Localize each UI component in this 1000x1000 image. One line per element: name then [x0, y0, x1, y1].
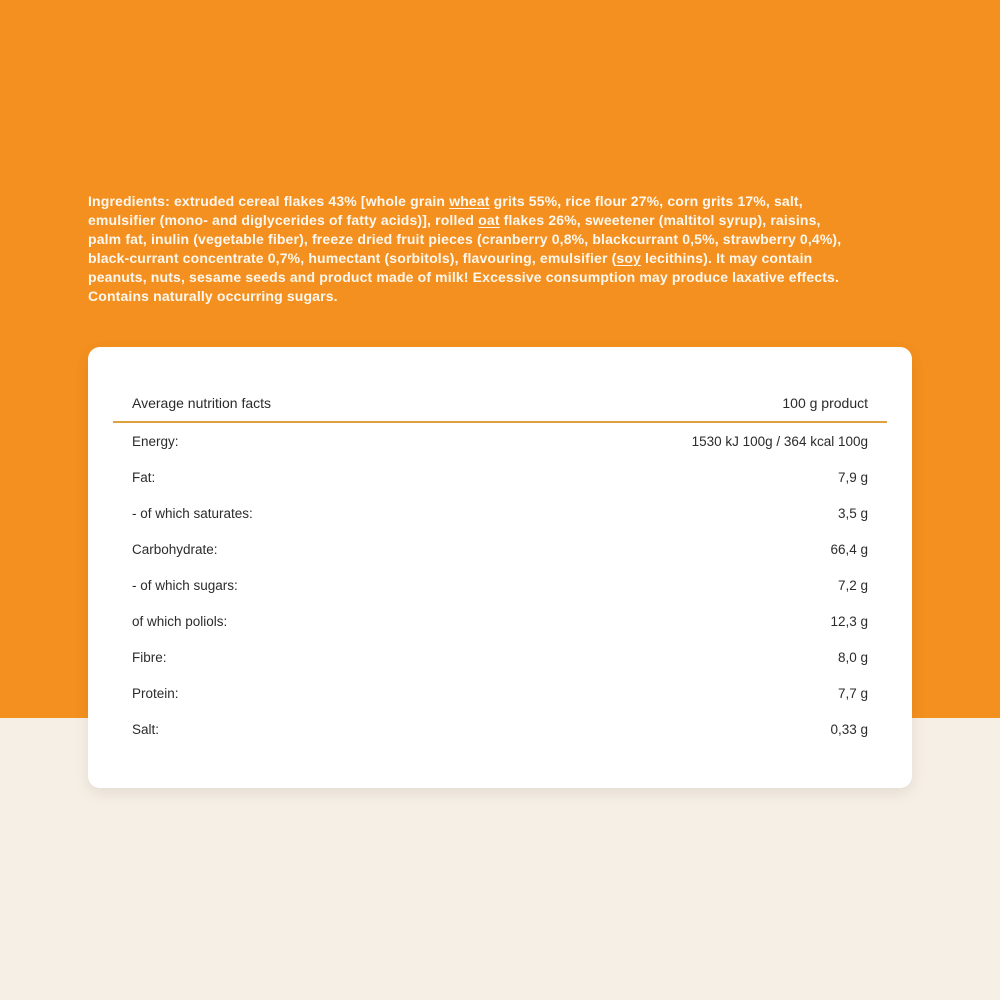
row-label: Fat:: [132, 469, 156, 485]
ingredients-paragraph: [88, 192, 920, 306]
row-label: - of which saturates:: [132, 505, 253, 521]
row-label: Salt:: [132, 721, 160, 737]
ingredients-text-segment: peanuts, nuts, sesame seeds and product made of milk! Excessive consumption may produce laxative effects.: [88, 269, 839, 285]
ingredients-text-segment: Ingredients: extruded cereal flakes 43% [whole grain: [88, 193, 450, 209]
table-row: [113, 639, 887, 675]
row-label: Protein:: [132, 685, 179, 701]
ingredients-text-segment: lecithins). It may contain: [641, 250, 813, 266]
table-header-unit: 100 g product: [782, 395, 868, 411]
allergen-highlight: oat: [478, 212, 500, 228]
table-header-row: [113, 385, 887, 423]
row-label: Energy:: [132, 433, 179, 449]
ingredients-text-segment: emulsifier (mono- and diglycerides of fatty acids)], rolled: [88, 212, 479, 228]
row-label: of which poliols:: [132, 613, 228, 629]
table-row: [113, 567, 887, 603]
allergen-highlight: soy: [616, 250, 641, 266]
ingredients-text-segment: palm fat, inulin (vegetable fiber), freeze dried fruit pieces (cranberry 0,8%, blackcurrant 0,5%, strawberry 0,4%),: [88, 231, 842, 247]
row-label: Fibre:: [132, 649, 167, 665]
row-value: 12,3 g: [830, 613, 868, 629]
ingredients-text-segment: black-currant concentrate 0,7%, humectant (sorbitols), flavouring, emulsifier (: [88, 250, 617, 266]
row-value: 7,2 g: [837, 577, 868, 593]
table-row: [113, 675, 887, 711]
table-row: [113, 459, 887, 495]
table-row: [113, 603, 887, 639]
table-row: [113, 711, 887, 747]
row-value: 8,0 g: [837, 649, 868, 665]
row-value: 7,9 g: [837, 469, 868, 485]
row-value: 0,33 g: [830, 721, 868, 737]
table-row: [113, 495, 887, 531]
row-value: 1530 kJ 100g / 364 kcal 100g: [691, 433, 868, 449]
table-row: [113, 423, 887, 459]
nutrition-table: [113, 385, 887, 747]
row-value: 66,4 g: [830, 541, 868, 557]
table-header-label: Average nutrition facts: [132, 395, 272, 411]
table-row: [113, 531, 887, 567]
row-value: 7,7 g: [837, 685, 868, 701]
row-label: - of which sugars:: [132, 577, 238, 593]
row-value: 3,5 g: [837, 505, 868, 521]
row-label: Carbohydrate:: [132, 541, 218, 557]
ingredients-text-segment: grits 55%, rice flour 27%, corn grits 17%, salt,: [489, 193, 803, 209]
allergen-highlight: wheat: [449, 193, 490, 209]
ingredients-text-segment: flakes 26%, sweetener (maltitol syrup), raisins,: [499, 212, 821, 228]
table-body: [113, 423, 887, 747]
nutrition-card: [88, 347, 912, 788]
ingredients-text-segment: Contains naturally occurring sugars.: [88, 288, 338, 304]
